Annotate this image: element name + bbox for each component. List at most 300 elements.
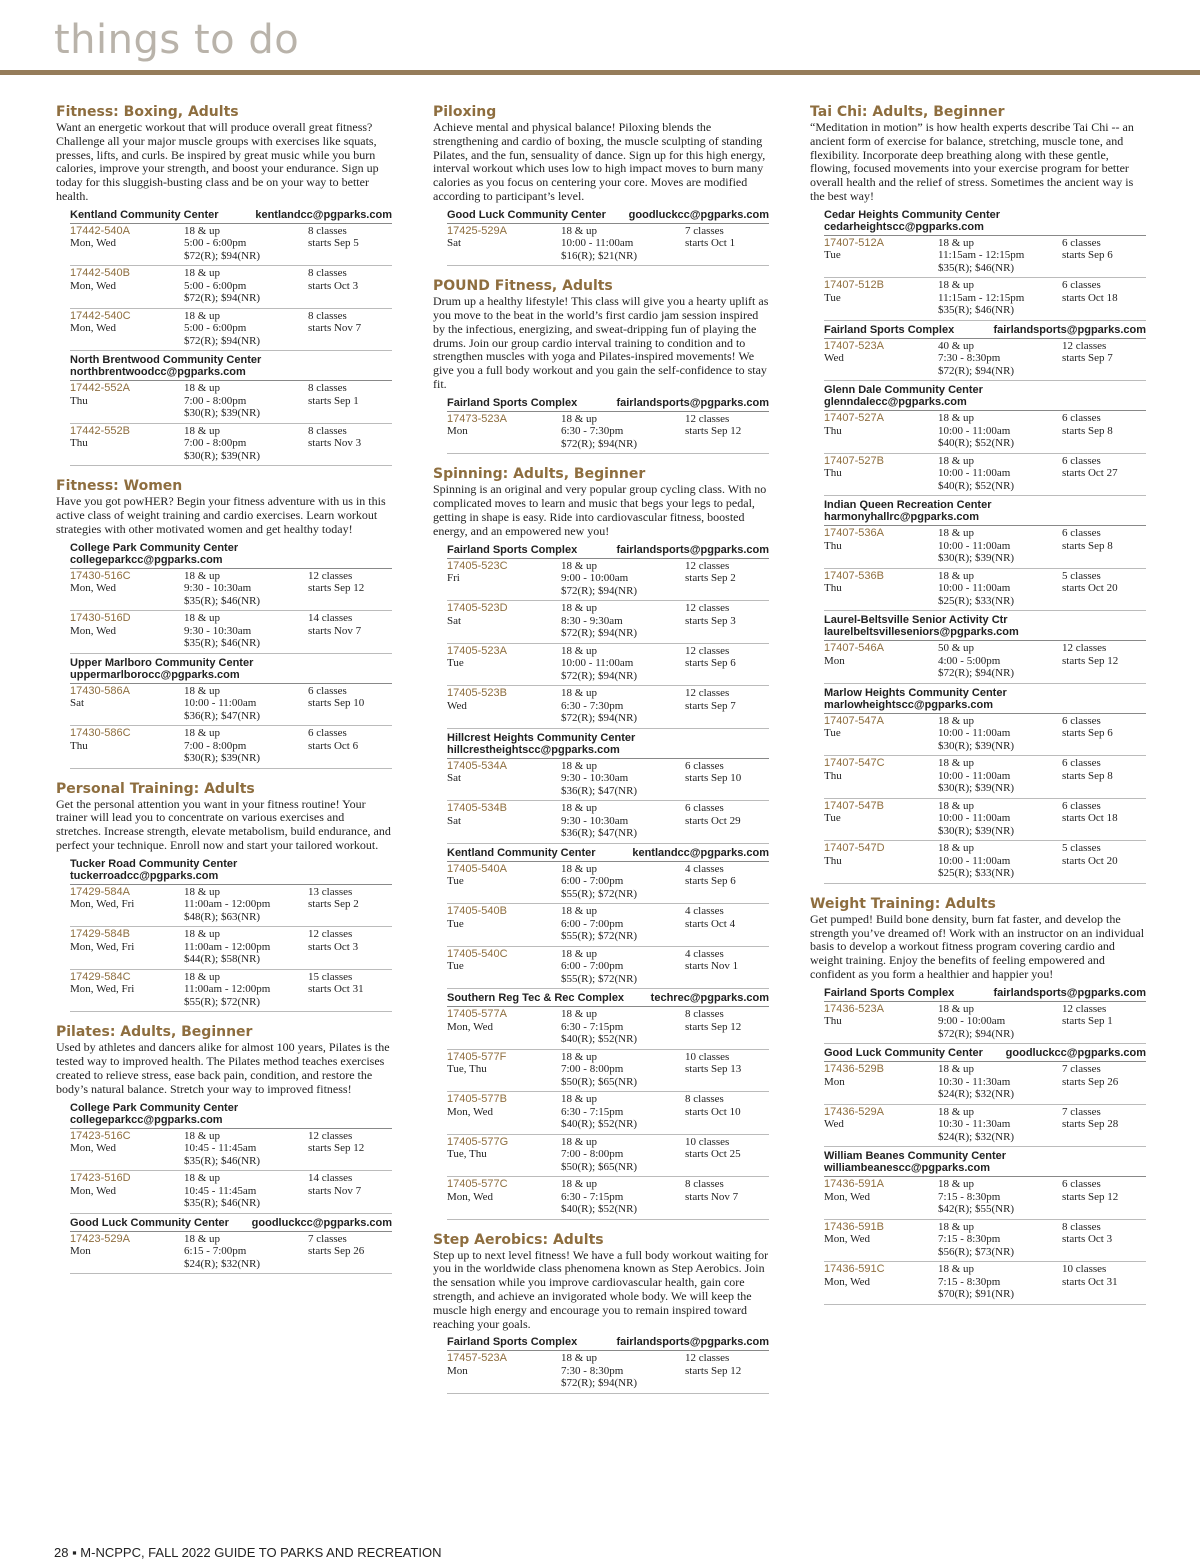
class-count: 6 classes [1062,757,1101,770]
class-row [824,454,1146,497]
venue-header [824,1044,1146,1062]
class-count: 13 classes [308,885,353,898]
class-count: 7 classes [685,224,724,237]
venue-email-link[interactable]: laurelbeltsvilleseniors@pgparks.com [824,626,1019,639]
venue-email-link[interactable]: glenndalecc@pgparks.com [824,396,967,409]
class-count: 6 classes [1062,714,1101,727]
venue-email-link[interactable]: techrec@pgparks.com [650,992,769,1005]
class-code: 17405-577B [447,1093,507,1106]
class-time: 9:00 - 10:00am [561,572,629,585]
venue-email-link[interactable]: uppermarlborocc@pgparks.com [70,668,240,681]
class-start-date: starts Nov 7 [308,1184,362,1197]
venue-email-link[interactable]: fairlandsports@pgparks.com [993,323,1146,336]
class-fee: $30(R); $39(NR) [938,824,1015,837]
class-fee: $55(R); $72(NR) [561,972,638,985]
class-count: 6 classes [685,759,724,772]
class-days: Mon, Wed [447,1190,493,1203]
venue-name: Glenn Dale Community Center [824,384,983,397]
venue-email-link[interactable]: goodluckcc@pgparks.com [628,208,769,221]
class-count: 4 classes [685,905,724,918]
class-time: 10:00 - 11:00am [938,467,1011,480]
class-age: 18 & up [184,970,221,983]
class-fee: $42(R); $55(NR) [938,1203,1015,1216]
class-time: 11:00am - 12:00pm [184,940,271,953]
class-count: 7 classes [1062,1063,1101,1076]
class-row [70,684,392,727]
class-row [447,1135,769,1178]
class-start-date: starts Oct 3 [308,940,359,953]
class-days: Tue [824,812,841,825]
class-section [56,1024,392,1274]
class-count: 12 classes [1062,642,1107,655]
class-start-date: starts Sep 6 [685,657,736,670]
venue-email-link[interactable]: collegeparkcc@pgparks.com [70,553,223,566]
class-row [824,236,1146,279]
section-description: Achieve mental and physical balance! Piloxing blends the strengthening and cardio of boxing, the muscle sculpting of standing Pilates, and the fun, sensuality of dance. Sign up for this high energy, interval workout which uses low to high impact moves to burn many calories as you focus on centering your core. Moves are modified according to participant’s level. [433,120,766,203]
class-row [824,641,1146,684]
class-count: 8 classes [1062,1220,1101,1233]
section-title: Fitness: Boxing, Adults [56,104,239,120]
class-time: 10:45 - 11:45am [184,1184,257,1197]
class-count: 4 classes [685,862,724,875]
class-code: 17429-584A [70,885,130,898]
class-section [433,104,769,266]
class-age: 18 & up [938,714,975,727]
class-code: 17407-527A [824,412,884,425]
class-days: Thu [70,437,88,450]
class-time: 11:00am - 12:00pm [184,983,271,996]
class-days: Tue, Thu [447,1063,487,1076]
section-title: Step Aerobics: Adults [433,1231,604,1248]
class-age: 18 & up [184,382,221,395]
venue-name: Fairland Sports Complex [447,543,578,556]
class-fee: $24(R); $32(NR) [938,1130,1015,1143]
class-time: 11:15am - 12:15pm [938,249,1025,262]
class-row [447,1092,769,1135]
class-row [70,1129,392,1172]
class-time: 5:00 - 6:00pm [184,322,247,335]
class-row [824,569,1146,612]
class-count: 7 classes [1062,1105,1101,1118]
class-time: 8:30 - 9:30am [561,614,623,627]
class-code: 17442-540B [70,267,130,280]
class-start-date: starts Nov 3 [308,437,362,450]
class-days: Tue [447,960,464,973]
class-fee: $72(R); $94(NR) [938,667,1015,680]
class-code: 17405-523D [447,602,508,615]
section-title: Fitness: Women [56,478,183,495]
class-fee: $25(R); $33(NR) [938,594,1015,607]
class-count: 6 classes [1062,527,1101,540]
class-days: Thu [824,424,842,437]
class-row [824,526,1146,569]
class-age: 18 & up [938,1220,975,1233]
section-description: Have you got powHER? Begin your fitness adventure with us in this active class of weight training and cardio exercises. Learn workout strategies with other motivated women and get healthy today! [56,494,386,536]
class-code: 17405-523A [447,644,507,657]
class-fee: $72(R); $94(NR) [561,669,638,682]
venue-block [447,394,769,455]
class-start-date: starts Oct 1 [685,237,736,250]
class-count: 12 classes [685,559,730,572]
venue-block [70,1099,392,1214]
section-title: Pilates: Adults, Beginner [56,1024,253,1041]
venue-email-link[interactable]: cedarheightscc@pgparks.com [824,220,984,233]
class-time: 10:30 - 11:30am [938,1118,1011,1131]
venue-name: Upper Marlboro Community Center [70,656,254,669]
class-fee: $72(R); $94(NR) [561,437,638,450]
class-days: Thu [824,854,842,867]
venue-block [824,321,1146,382]
class-start-date: starts Sep 12 [308,582,365,595]
class-fee: $56(R); $73(NR) [938,1245,1015,1258]
venue-email-link[interactable]: fairlandsports@pgparks.com [616,1336,769,1349]
class-code: 17436-523A [824,1002,884,1015]
class-days: Fri [447,572,460,585]
venue-name: North Brentwood Community Center [70,354,262,367]
class-start-date: starts Sep 12 [1062,654,1119,667]
venue-name: Fairland Sports Complex [824,323,955,336]
class-days: Thu [824,1015,842,1028]
class-code: 17430-516C [70,569,131,582]
class-fee: $40(R); $52(NR) [561,1203,638,1216]
class-code: 17407-547B [824,799,884,812]
venue-header [824,611,1146,641]
class-days: Thu [70,394,88,407]
venue-email-link[interactable]: fairlandsports@pgparks.com [993,986,1146,999]
class-time: 6:30 - 7:30pm [561,425,624,438]
class-code: 17405-577F [447,1050,507,1063]
class-row [70,266,392,309]
venue-block [70,1214,392,1275]
venue-name: Tucker Road Community Center [70,857,238,870]
class-days: Tue [447,875,464,888]
class-time: 7:00 - 8:00pm [561,1063,624,1076]
venue-header [70,855,392,885]
class-days: Mon, Wed [70,1184,116,1197]
class-age: 18 & up [561,802,598,815]
class-fee: $30(R); $39(NR) [184,449,261,462]
class-time: 6:30 - 7:30pm [561,699,624,712]
class-row [70,569,392,612]
class-section [56,478,392,768]
venue-name: William Beanes Community Center [824,1150,1007,1163]
class-start-date: starts Sep 28 [1062,1118,1119,1131]
class-code: 17407-536B [824,569,884,582]
class-row [70,224,392,267]
class-days: Thu [824,582,842,595]
class-fee: $48(R); $63(NR) [184,910,261,923]
class-age: 18 & up [184,1232,221,1245]
class-code: 17423-516C [70,1129,131,1142]
section-description: Drum up a healthy lifestyle! This class will give you a hearty uplift as you move to the beat in the world’s first cardio jam session inspired by the infectious, energizing, and sweat-dripping fun of playing the drums. Join our group cardio interval training to condition and to strengthen muscles with yoga and Pilates-inspired movements! We give you a full body workout and you gain the self-confidence to stay fit. [433,294,769,392]
class-count: 10 classes [1062,1263,1107,1276]
class-section [433,466,769,1219]
venue-email-link[interactable]: kentlandcc@pgparks.com [632,846,769,859]
venue-header [70,351,392,381]
class-fee: $24(R); $32(NR) [184,1257,261,1270]
class-age: 18 & up [561,644,598,657]
class-start-date: starts Sep 12 [685,1364,742,1377]
class-fee: $40(R); $52(NR) [561,1033,638,1046]
class-days: Mon, Wed [70,582,116,595]
class-age: 18 & up [561,947,598,960]
venue-header [70,1214,392,1232]
venue-name: Cedar Heights Community Center [824,208,1001,221]
class-age: 18 & up [561,224,598,237]
class-fee: $30(R); $39(NR) [184,752,261,765]
class-code: 17457-523A [447,1352,507,1365]
venue-email-link[interactable]: marlowheightscc@pgparks.com [824,698,994,711]
class-start-date: starts Sep 6 [685,875,736,888]
class-section [810,104,1146,884]
class-count: 10 classes [685,1135,730,1148]
class-start-date: starts Sep 26 [1062,1075,1119,1088]
class-time: 7:00 - 8:00pm [184,394,247,407]
class-code: 17407-512A [824,236,884,249]
class-start-date: starts Sep 13 [685,1063,742,1076]
header-rule [0,70,1200,75]
class-start-date: starts Sep 7 [685,699,736,712]
venue-email-link[interactable]: goodluckcc@pgparks.com [1005,1047,1146,1060]
class-time: 10:00 - 11:00am [184,697,257,710]
class-count: 12 classes [308,569,353,582]
class-age: 18 & up [561,602,598,615]
venue-name: Good Luck Community Center [70,1216,229,1229]
class-count: 8 classes [308,267,347,280]
class-count: 8 classes [308,424,347,437]
venue-email-link[interactable]: harmonyhallrc@pgparks.com [824,511,979,524]
class-time: 11:15am - 12:15pm [938,291,1025,304]
class-row [447,801,769,844]
section-title: Tai Chi: Adults, Beginner [810,104,1005,120]
venue-name: Marlow Heights Community Center [824,686,1007,699]
class-days: Tue [447,657,464,670]
section-description: Want an energetic workout that will produce overall great fitness? Challenge all your major muscle groups with exercises like squats, presses, lifts, and curls. Be inspired by great music while you burn calories, improve your strength, and boost your endurance. Sign up today for this sluggish-busting class and be on your way to better health. [56,120,379,203]
class-code: 17442-552B [70,424,130,437]
class-age: 40 & up [938,339,975,352]
class-time: 7:30 - 8:30pm [561,1364,624,1377]
class-days: Thu [70,739,88,752]
class-age: 18 & up [938,1105,975,1118]
class-time: 6:30 - 7:15pm [561,1020,624,1033]
venue-block [70,654,392,769]
class-time: 9:00 - 10:00am [938,1015,1006,1028]
class-count: 10 classes [685,1050,730,1063]
class-time: 5:00 - 6:00pm [184,279,247,292]
class-age: 18 & up [184,727,221,740]
class-days: Thu [824,539,842,552]
class-row [824,411,1146,454]
venue-email-link[interactable]: collegeparkcc@pgparks.com [70,1113,223,1126]
class-code: 17405-534A [447,759,507,772]
class-age: 18 & up [561,412,598,425]
class-age: 18 & up [938,412,975,425]
class-start-date: starts Sep 26 [308,1245,365,1258]
class-code: 17429-584C [70,970,131,983]
class-days: Mon, Wed [70,322,116,335]
class-count: 8 classes [308,382,347,395]
class-age: 18 & up [561,862,598,875]
venue-header [824,381,1146,411]
venue-email-link[interactable]: williambeanescc@pgparks.com [824,1162,991,1175]
class-fee: $72(R); $94(NR) [561,584,638,597]
venue-email-link[interactable]: tuckerroadcc@pgparks.com [70,869,219,882]
section-title: Piloxing [433,104,497,120]
class-time: 7:15 - 8:30pm [938,1233,1001,1246]
venue-name: College Park Community Center [70,1101,239,1114]
venue-email-link[interactable]: northbrentwoodcc@pgparks.com [70,366,246,379]
class-code: 17405-540B [447,905,507,918]
class-age: 18 & up [938,1178,975,1191]
class-count: 12 classes [685,644,730,657]
class-days: Mon, Wed, Fri [70,898,135,911]
venue-name: Hillcrest Heights Community Center [447,731,636,744]
class-code: 17405-577A [447,1008,507,1021]
class-code: 17405-534B [447,802,507,815]
class-start-date: starts Sep 2 [308,898,359,911]
class-count: 5 classes [1062,569,1101,582]
section-title: Personal Training: Adults [56,780,255,797]
class-days: Mon, Wed [447,1020,493,1033]
class-days: Sat [447,772,462,785]
class-time: 10:00 - 11:00am [938,854,1011,867]
class-days: Wed [447,699,467,712]
class-time: 9:30 - 10:30am [184,624,252,637]
class-row [824,1220,1146,1263]
venue-header [824,496,1146,526]
class-row [447,1177,769,1220]
class-time: 10:00 - 11:00am [938,812,1011,825]
class-start-date: starts Oct 29 [685,814,741,827]
class-fee: $35(R); $46(NR) [938,304,1015,317]
class-fee: $70(R); $91(NR) [938,1288,1015,1301]
venue-header [447,541,769,559]
venue-block [447,729,769,844]
venue-email-link[interactable]: kentlandcc@pgparks.com [255,208,392,221]
class-fee: $50(R); $65(NR) [561,1160,638,1173]
class-age: 18 & up [938,1063,975,1076]
class-row [447,412,769,455]
class-start-date: starts Oct 25 [685,1148,741,1161]
class-code: 17436-529B [824,1063,884,1076]
class-fee: $72(R); $94(NR) [561,627,638,640]
class-time: 6:00 - 7:00pm [561,917,624,930]
venue-email-link[interactable]: fairlandsports@pgparks.com [616,396,769,409]
class-fee: $36(R); $47(NR) [561,827,638,840]
class-count: 12 classes [685,412,730,425]
page-footer: 28 ▪ M-NCPPC, FALL 2022 GUIDE TO PARKS AND RECREATION [54,1545,442,1560]
class-time: 7:15 - 8:30pm [938,1275,1001,1288]
section-description: Spinning is an original and very popular group cycling class. With no complicated moves to learn and music that begs your legs to pedal, getting in shape is easy. Ride into cardiovascular fitness, boosted energy, and an empowered new you! [433,482,767,538]
class-start-date: starts Sep 6 [1062,249,1113,262]
venue-header [70,654,392,684]
class-count: 12 classes [1062,1002,1107,1015]
class-code: 17407-536A [824,527,884,540]
class-days: Mon [447,425,468,438]
class-count: 6 classes [1062,236,1101,249]
class-start-date: starts Oct 20 [1062,854,1118,867]
venue-email-link[interactable]: fairlandsports@pgparks.com [616,543,769,556]
class-fee: $40(R); $52(NR) [561,1118,638,1131]
class-fee: $16(R); $21(NR) [561,249,638,262]
class-start-date: starts Oct 3 [1062,1233,1113,1246]
class-age: 18 & up [184,224,221,237]
class-start-date: starts Sep 10 [685,772,742,785]
class-start-date: starts Oct 20 [1062,582,1118,595]
class-code: 17405-540C [447,947,508,960]
class-code: 17430-516D [70,612,131,625]
class-section [56,781,392,1013]
class-age: 50 & up [938,642,975,655]
class-row [447,601,769,644]
class-row [70,1232,392,1275]
class-start-date: starts Nov 1 [685,960,739,973]
class-time: 10:30 - 11:30am [938,1075,1011,1088]
venue-email-link[interactable]: goodluckcc@pgparks.com [251,1216,392,1229]
class-age: 18 & up [561,1135,598,1148]
class-row [447,686,769,729]
class-age: 18 & up [184,684,221,697]
class-code: 17436-591C [824,1263,885,1276]
class-start-date: starts Oct 31 [1062,1275,1118,1288]
class-age: 18 & up [184,885,221,898]
page-title: things to do [54,17,300,63]
class-days: Tue, Thu [447,1148,487,1161]
class-count: 5 classes [1062,842,1101,855]
venue-name: Indian Queen Recreation Center [824,499,992,512]
venue-email-link[interactable]: hillcrestheightscc@pgparks.com [447,743,620,756]
class-start-date: starts Sep 12 [685,1020,742,1033]
class-time: 6:15 - 7:00pm [184,1245,247,1258]
class-age: 18 & up [938,569,975,582]
class-row [70,611,392,654]
class-code: 17430-586C [70,727,131,740]
class-count: 6 classes [1062,279,1101,292]
class-time: 7:15 - 8:30pm [938,1190,1001,1203]
venue-name: Kentland Community Center [447,846,596,859]
class-age: 18 & up [184,424,221,437]
class-time: 7:00 - 8:00pm [184,739,247,752]
venue-header [824,684,1146,714]
class-time: 9:30 - 10:30am [184,582,252,595]
venue-name: Good Luck Community Center [824,1047,983,1060]
class-fee: $72(R); $94(NR) [184,334,261,347]
class-row [70,927,392,970]
class-time: 11:00am - 12:00pm [184,898,271,911]
class-start-date: starts Sep 8 [1062,769,1113,782]
class-row [70,885,392,928]
class-row [70,726,392,769]
class-time: 10:00 - 11:00am [938,424,1011,437]
class-age: 18 & up [184,267,221,280]
class-code: 17423-529A [70,1232,130,1245]
class-days: Sat [447,237,462,250]
class-fee: $30(R); $39(NR) [938,782,1015,795]
class-count: 12 classes [308,928,353,941]
class-fee: $72(R); $94(NR) [561,712,638,725]
class-row [824,756,1146,799]
class-code: 17407-512B [824,279,884,292]
class-code: 17442-540A [70,224,130,237]
class-start-date: starts Sep 3 [685,614,736,627]
class-count: 12 classes [1062,339,1107,352]
class-code: 17407-523A [824,339,884,352]
class-fee: $50(R); $65(NR) [561,1075,638,1088]
class-section [56,104,392,466]
class-row [824,278,1146,321]
venue-name: Southern Reg Tec & Rec Complex [447,992,625,1005]
class-start-date: starts Sep 10 [308,697,365,710]
